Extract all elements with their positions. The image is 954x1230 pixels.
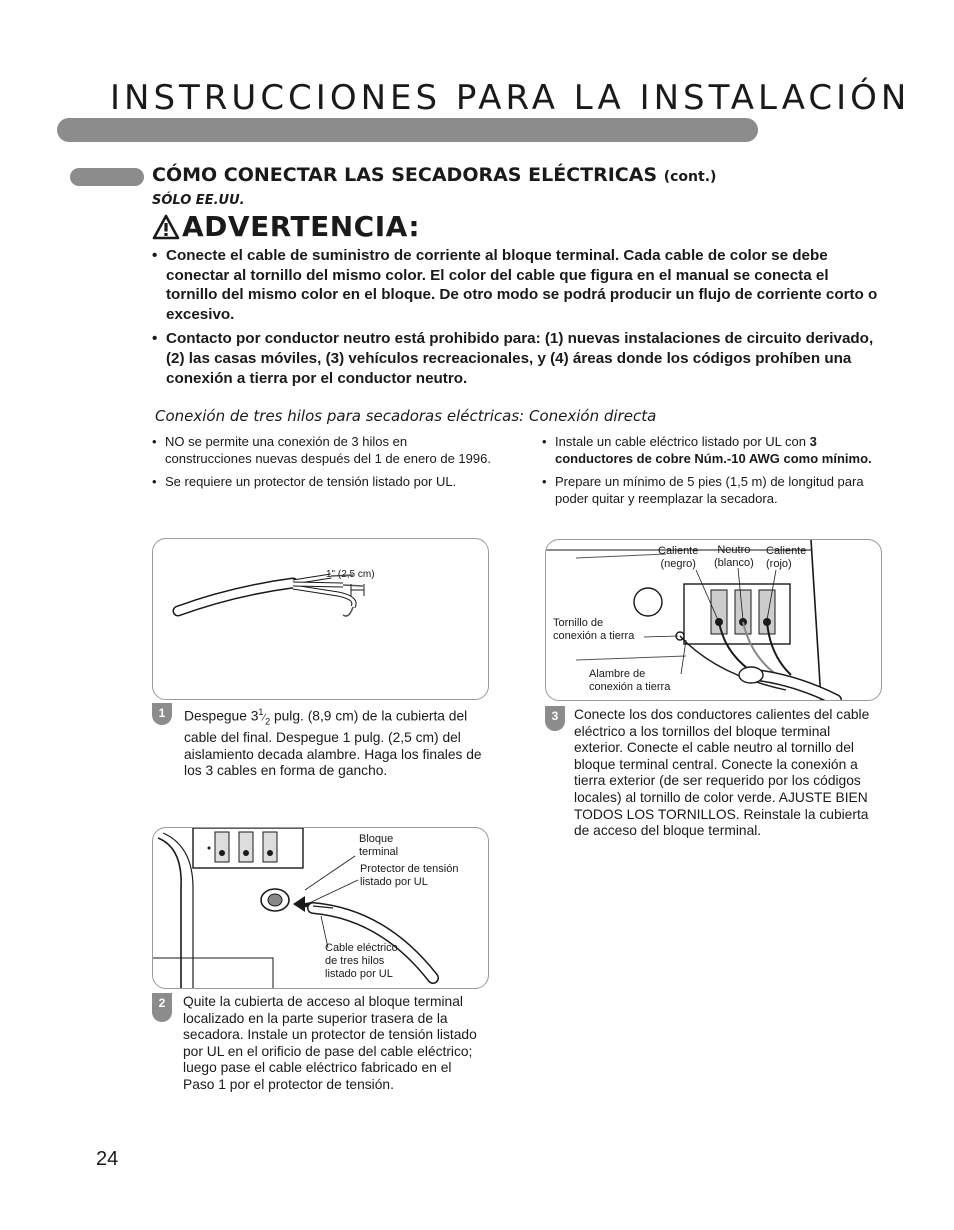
subsection-title: Conexión de tres hilos para secadoras eléctricas: Conexión directa bbox=[155, 407, 657, 425]
fraction-denominator: 2 bbox=[265, 716, 271, 727]
section-title bbox=[152, 164, 716, 186]
figure-cable-stripping bbox=[152, 538, 489, 700]
warning-icon bbox=[152, 214, 180, 240]
label-line: Tornillo de bbox=[553, 617, 604, 629]
label-line: Bloque bbox=[359, 833, 394, 845]
left-bullet-list bbox=[152, 433, 497, 496]
step-number-1: 1 bbox=[152, 703, 172, 725]
step-1-text-b: pulg. (8,9 cm) de la cubierta del cable del final. Despegue 1 pulg. (2,5 cm) del aislamiento decada alambre. Haga los finales de los 3 cables en forma de gancho. bbox=[184, 708, 482, 779]
label-line: terminal bbox=[359, 846, 399, 858]
label-tornillo bbox=[553, 617, 634, 643]
label-bloque-terminal bbox=[359, 833, 398, 859]
step-1-text-a: Despegue 3 bbox=[184, 708, 259, 724]
list-item-text: Instale un cable eléctrico listado por UL con bbox=[555, 434, 810, 449]
label-neutro bbox=[714, 544, 754, 570]
fraction-slash: ⁄ bbox=[263, 712, 266, 724]
step-3-text: Conecte los dos conductores calientes del cable eléctrico a los tornillos del bloque terminal exterior. Conecte el cable neutro al tornillo del bloque terminal central. Conecte la conexión a tierra exterior (de ser requerido por los códigos locales) al tornillo de color verde. AJUSTE BIEN TODOS LOS TORNILLOS. Reinstale la cubierta de acceso del bloque terminal. bbox=[574, 707, 870, 839]
region-note: SÓLO EE.UU. bbox=[152, 193, 245, 208]
list-item: • NO se permite una conexión de 3 hilos en construcciones nuevas después del 1 de enero de 1996. bbox=[152, 433, 497, 467]
label-alambre bbox=[589, 668, 670, 694]
dimension-label: 1" (2,5 cm) bbox=[326, 569, 375, 580]
right-bullet-list bbox=[542, 433, 887, 513]
label-line: (blanco) bbox=[714, 557, 754, 569]
label-line: Caliente bbox=[766, 545, 807, 557]
title-divider-bar bbox=[57, 118, 758, 142]
label-caliente-rojo bbox=[766, 545, 806, 571]
figure-terminal-connection bbox=[545, 539, 882, 701]
section-marker bbox=[70, 168, 144, 186]
label-line: (negro) bbox=[660, 558, 696, 570]
label-cable bbox=[325, 942, 398, 981]
figure-strain-relief bbox=[152, 827, 489, 989]
label-line: Alambre de bbox=[589, 668, 646, 680]
warning-bullet: • Conecte el cable de suministro de corriente al bloque terminal. Cada cable de color se debe conectar al tornillo del mismo color. El color del cable que figura en el manual se conecta el tornillo del mismo color en el bloque. De otro modo se podrá producir un flujo de corriente corto o excesivo. bbox=[152, 246, 882, 324]
cable-illustration bbox=[153, 539, 488, 699]
warning-title: ADVERTENCIA: bbox=[182, 210, 421, 243]
label-line: Protector de tensión bbox=[360, 863, 459, 875]
label-line: (rojo) bbox=[766, 558, 792, 570]
list-item bbox=[542, 433, 887, 467]
list-item: • Se requiere un protector de tensión listado por UL. bbox=[152, 473, 497, 490]
section-title-text: CÓMO CONECTAR LAS SECADORAS ELÉCTRICAS bbox=[152, 164, 658, 186]
warning-heading bbox=[152, 210, 420, 243]
page-number: 24 bbox=[96, 1148, 119, 1170]
label-line: conexión a tierra bbox=[589, 681, 671, 693]
label-line: listado por UL bbox=[360, 876, 428, 888]
page-title: INSTRUCCIONES PARA LA INSTALACIÓN bbox=[110, 78, 911, 118]
label-line: listado por UL bbox=[325, 968, 393, 980]
label-line: Caliente bbox=[658, 545, 699, 557]
section-cont: (cont.) bbox=[663, 169, 717, 185]
warning-bullet: • Contacto por conductor neutro está prohibido para: (1) nuevas instalaciones de circuito derivado, (2) las casas móviles, (3) vehículos recreacionales, y (4) áreas donde los códigos prohíben una conexión a tierra por el conductor neutro. bbox=[152, 329, 882, 388]
label-line: Neutro bbox=[717, 544, 751, 556]
fraction-numerator: 1 bbox=[258, 707, 264, 717]
terminal-block-illustration bbox=[153, 828, 488, 988]
label-line: conexión a tierra bbox=[553, 630, 635, 642]
label-line: Cable eléctrico bbox=[325, 942, 398, 954]
label-protector bbox=[360, 863, 458, 889]
step-2-text: Quite la cubierta de acceso al bloque terminal localizado en la parte superior trasera de la secadora. Instale un protector de tensión listado por UL en el orificio de pase del cable eléctrico; luego pase el cable eléctrico fabricado en el Paso 1 por el protector de tensión. bbox=[183, 994, 477, 1092]
step-number-2: 2 bbox=[152, 993, 172, 1022]
step-1-text bbox=[184, 704, 484, 780]
list-item: • Prepare un mínimo de 5 pies (1,5 m) de longitud para poder quitar y reemplazar la secadora. bbox=[542, 473, 887, 507]
label-line: de tres hilos bbox=[325, 955, 385, 967]
label-caliente-negro bbox=[658, 545, 698, 571]
step-number-3: 3 bbox=[545, 706, 565, 731]
list-item-emphasis: 3 conductores de cobre Núm.-10 AWG como mínimo. bbox=[555, 434, 872, 466]
warning-list bbox=[152, 246, 882, 393]
